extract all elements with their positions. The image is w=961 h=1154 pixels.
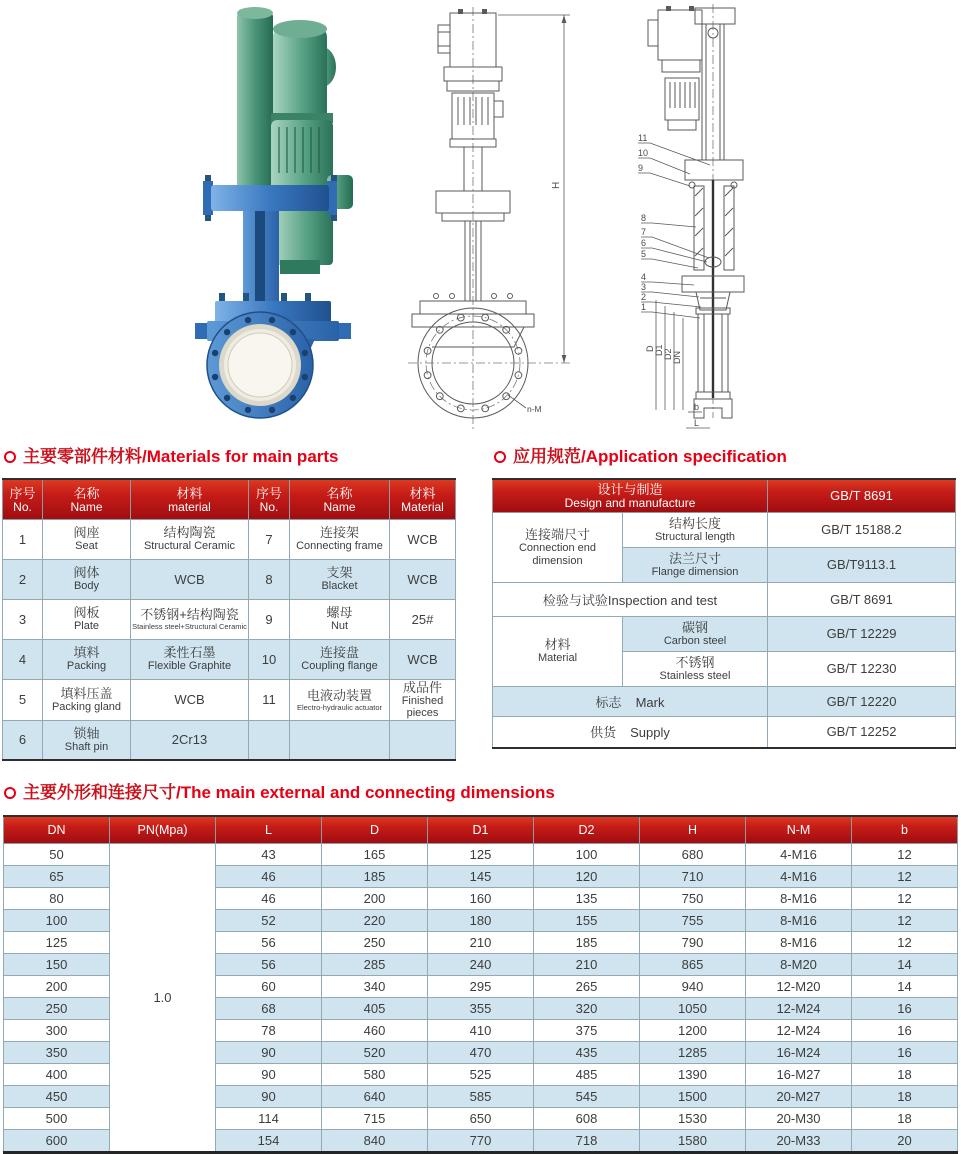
dimension-cell: 100 <box>534 844 640 866</box>
dimension-cell: 790 <box>640 932 746 954</box>
col-material-2: 材料 Material <box>390 479 456 519</box>
materials-cell: 3 <box>3 599 43 639</box>
dimension-cell: 12 <box>852 932 958 954</box>
dim-D2-label: D2 <box>663 348 673 360</box>
materials-cell: 锁轴 Shaft pin <box>43 720 131 760</box>
col-L: L <box>216 816 322 844</box>
dimension-cell: 4-M16 <box>746 866 852 888</box>
dimension-cell: 125 <box>4 932 110 954</box>
part-label: 11 <box>638 133 648 143</box>
materials-cell: 螺母 Nut <box>290 599 390 639</box>
design-standard-cell: GB/T 8691 <box>768 479 956 512</box>
title-en: /Materials for main parts <box>142 447 339 466</box>
dimension-cell: 185 <box>534 932 640 954</box>
dimension-cell: 135 <box>534 888 640 910</box>
dimension-cell: 80 <box>4 888 110 910</box>
dimension-cell: 500 <box>4 1108 110 1130</box>
dimension-cell: 715 <box>322 1108 428 1130</box>
dimension-cell: 750 <box>640 888 746 910</box>
dimension-cell: 56 <box>216 954 322 976</box>
materials-cell: 10 <box>249 639 290 679</box>
materials-cell: 连接架 Connecting frame <box>290 519 390 559</box>
materials-row <box>3 720 456 760</box>
application-section-title <box>494 446 787 468</box>
dimension-cell: 485 <box>534 1064 640 1086</box>
dimension-cell: 470 <box>428 1042 534 1064</box>
inspection-std: GB/T 8691 <box>768 582 956 616</box>
col-PN: PN(Mpa) <box>110 816 216 844</box>
part-label: 9 <box>638 163 644 173</box>
dimension-cell: 300 <box>4 1020 110 1042</box>
dimension-cell: 68 <box>216 998 322 1020</box>
dimension-cell: 940 <box>640 976 746 998</box>
materials-cell: 电液动装置 Electro-hydraulic actuator <box>290 679 390 720</box>
dimension-cell: 12 <box>852 888 958 910</box>
materials-cell: 填料 Packing <box>43 639 131 679</box>
dimension-cell: 640 <box>322 1086 428 1108</box>
dimension-cell: 608 <box>534 1108 640 1130</box>
dimension-cell: 90 <box>216 1042 322 1064</box>
materials-row <box>3 639 456 679</box>
materials-row <box>3 599 456 639</box>
dimension-cell: 165 <box>322 844 428 866</box>
carbon-steel-row <box>493 616 956 651</box>
structural-length-std: GB/T 15188.2 <box>768 512 956 547</box>
part-label: 7 <box>641 227 647 237</box>
dimension-cell: 350 <box>4 1042 110 1064</box>
dimension-cell: 90 <box>216 1086 322 1108</box>
dimension-cell: 250 <box>322 932 428 954</box>
materials-cell: 2 <box>3 559 43 599</box>
title-cn: 应用规范 <box>513 447 581 466</box>
dimension-cell: 718 <box>534 1130 640 1153</box>
dimension-cell: 155 <box>534 910 640 932</box>
materials-cell: WCB <box>390 639 456 679</box>
dimension-cell: 355 <box>428 998 534 1020</box>
materials-cell: 阀座 Seat <box>43 519 131 559</box>
section-bullet-icon <box>4 787 16 799</box>
dimension-cell: 265 <box>534 976 640 998</box>
materials-cell: WCB <box>390 559 456 599</box>
dimension-cell: 210 <box>428 932 534 954</box>
dimension-cell: 410 <box>428 1020 534 1042</box>
dimension-cell: 20-M27 <box>746 1086 852 1108</box>
carbon-steel-cell: 碳钢 Carbon steel <box>623 616 768 651</box>
materials-table <box>2 478 456 761</box>
materials-cell: 11 <box>249 679 290 720</box>
dimension-cell: 600 <box>4 1130 110 1153</box>
dimension-cell: 285 <box>322 954 428 976</box>
dimension-cell: 16-M24 <box>746 1042 852 1064</box>
col-name-2: 名称 Name <box>290 479 390 519</box>
materials-cell: 9 <box>249 599 290 639</box>
connection-end-group-cell: 连接端尺寸 Connection end dimension <box>493 512 623 582</box>
materials-section-title <box>4 446 339 468</box>
dimension-cell: 200 <box>4 976 110 998</box>
dimension-cell: 14 <box>852 976 958 998</box>
section-bullet-icon <box>494 451 506 463</box>
col-no: 序号 No. <box>3 479 43 519</box>
dim-DN-label: DN <box>672 351 682 364</box>
stainless-steel-cell: 不锈钢 Stainless steel <box>623 651 768 686</box>
dimension-cell: 18 <box>852 1108 958 1130</box>
materials-cell: 阀板 Plate <box>43 599 131 639</box>
materials-row <box>3 679 456 720</box>
inspection-row <box>493 582 956 616</box>
dimension-cell: 150 <box>4 954 110 976</box>
mark-std: GB/T 12220 <box>768 686 956 716</box>
supply-cell: 供货 Supply <box>493 716 768 748</box>
dimension-cell: 56 <box>216 932 322 954</box>
title-cn: 主要外形和连接尺寸 <box>23 783 176 802</box>
materials-cell: 25# <box>390 599 456 639</box>
dim-b-label: b <box>694 402 700 412</box>
materials-cell: WCB <box>390 519 456 559</box>
structural-length-row <box>493 512 956 547</box>
part-label: 5 <box>641 249 647 259</box>
materials-cell: 7 <box>249 519 290 559</box>
materials-row <box>3 519 456 559</box>
materials-cell: 1 <box>3 519 43 559</box>
dimension-cell: 14 <box>852 954 958 976</box>
dimension-cell: 250 <box>4 998 110 1020</box>
dimension-cell: 120 <box>534 866 640 888</box>
dimension-cell: 100 <box>4 910 110 932</box>
dimension-cell: 43 <box>216 844 322 866</box>
materials-cell: 阀体 Body <box>43 559 131 599</box>
bolt-count-label: n-M <box>527 404 542 414</box>
dimension-cell: 340 <box>322 976 428 998</box>
materials-cell: 4 <box>3 639 43 679</box>
dimension-cell: 52 <box>216 910 322 932</box>
dimension-cell: 650 <box>428 1108 534 1130</box>
dim-D1-label: D1 <box>654 344 664 356</box>
materials-cell: 支架 Blacket <box>290 559 390 599</box>
section-view-drawing <box>610 0 820 435</box>
dimension-cell: 405 <box>322 998 428 1020</box>
part-label: 3 <box>641 282 647 292</box>
front-view-drawing <box>400 5 585 435</box>
materials-row <box>3 559 456 599</box>
col-no-2: 序号 No. <box>249 479 290 519</box>
dimension-cell: 400 <box>4 1064 110 1086</box>
dimension-cell: 1200 <box>640 1020 746 1042</box>
dimension-cell: 12 <box>852 844 958 866</box>
structural-length-cell: 结构长度 Structural length <box>623 512 768 547</box>
part-label: 6 <box>641 238 647 248</box>
materials-cell: 填料压盖 Packing gland <box>43 679 131 720</box>
dimension-cell: 50 <box>4 844 110 866</box>
materials-cell <box>290 720 390 760</box>
col-material: 材料 material <box>131 479 249 519</box>
materials-cell: 成品件 Finished pieces <box>390 679 456 720</box>
dimension-cell: 20-M33 <box>746 1130 852 1153</box>
materials-cell: WCB <box>131 679 249 720</box>
flange-dimension-cell: 法兰尺寸 Flange dimension <box>623 547 768 582</box>
dimension-cell: 460 <box>322 1020 428 1042</box>
dimension-cell: 20-M30 <box>746 1108 852 1130</box>
dimension-cell: 220 <box>322 910 428 932</box>
supply-std: GB/T 12252 <box>768 716 956 748</box>
dimension-cell: 60 <box>216 976 322 998</box>
dimension-cell: 16 <box>852 998 958 1020</box>
dimension-cell: 450 <box>4 1086 110 1108</box>
dimension-cell: 200 <box>322 888 428 910</box>
dimension-cell: 154 <box>216 1130 322 1153</box>
materials-cell: 不锈钢+结构陶瓷 Stainless steel+Structural Ceramic <box>131 599 249 639</box>
dimension-cell: 525 <box>428 1064 534 1086</box>
dimension-cell: 12-M24 <box>746 1020 852 1042</box>
dimension-cell: 12-M20 <box>746 976 852 998</box>
dimension-cell: 320 <box>534 998 640 1020</box>
materials-cell: WCB <box>131 559 249 599</box>
materials-cell: 2Cr13 <box>131 720 249 760</box>
part-label: 8 <box>641 213 647 223</box>
dimension-cell: 295 <box>428 976 534 998</box>
part-label: 10 <box>638 148 649 158</box>
dimension-cell: 145 <box>428 866 534 888</box>
flange-dimension-std: GB/T9113.1 <box>768 547 956 582</box>
inspection-cell: 检验与试验Inspection and test <box>493 582 768 616</box>
materials-cell: 8 <box>249 559 290 599</box>
dim-L-label: L <box>694 418 700 428</box>
dimension-cell: 16-M27 <box>746 1064 852 1086</box>
dimension-cell: 65 <box>4 866 110 888</box>
dimension-cell: 90 <box>216 1064 322 1086</box>
dimension-row <box>4 844 958 866</box>
col-H: H <box>640 816 746 844</box>
app-header-row <box>493 479 956 512</box>
dimension-cell: 545 <box>534 1086 640 1108</box>
materials-cell: 6 <box>3 720 43 760</box>
dimension-cell: 585 <box>428 1086 534 1108</box>
dimension-cell: 8-M16 <box>746 910 852 932</box>
section-bullet-icon <box>4 451 16 463</box>
materials-cell: 柔性石墨 Flexible Graphite <box>131 639 249 679</box>
dimension-cell: 4-M16 <box>746 844 852 866</box>
dimension-cell: 1285 <box>640 1042 746 1064</box>
materials-cell <box>249 720 290 760</box>
title-en: /Application specification <box>581 447 787 466</box>
dimension-cell: 16 <box>852 1020 958 1042</box>
col-D1: D1 <box>428 816 534 844</box>
col-NM: N-M <box>746 816 852 844</box>
dimension-cell: 240 <box>428 954 534 976</box>
dimension-cell: 8-M20 <box>746 954 852 976</box>
dimension-cell: 78 <box>216 1020 322 1042</box>
col-DN: DN <box>4 816 110 844</box>
materials-cell: 连接盘 Coupling flange <box>290 639 390 679</box>
materials-cell: 结构陶瓷 Structural Ceramic <box>131 519 249 559</box>
part-label: 2 <box>641 292 647 302</box>
dimension-cell: 8-M16 <box>746 932 852 954</box>
dimension-cell: 12 <box>852 910 958 932</box>
dim-H-label: H <box>551 181 562 189</box>
dimension-cell: 1530 <box>640 1108 746 1130</box>
dimension-cell: 20 <box>852 1130 958 1153</box>
dimension-cell: 18 <box>852 1086 958 1108</box>
material-group-cell: 材料 Material <box>493 616 623 686</box>
carbon-steel-std: GB/T 12229 <box>768 616 956 651</box>
materials-cell <box>390 720 456 760</box>
mark-row <box>493 686 956 716</box>
col-b: b <box>852 816 958 844</box>
dimension-cell: 18 <box>852 1064 958 1086</box>
dimension-cell: 12 <box>852 866 958 888</box>
dimensions-section-title <box>4 782 555 804</box>
dimension-cell: 755 <box>640 910 746 932</box>
materials-header-row <box>3 479 456 519</box>
mark-cell: 标志 Mark <box>493 686 768 716</box>
dimension-cell: 185 <box>322 866 428 888</box>
dim-D-label: D <box>645 345 655 352</box>
dimension-cell: 125 <box>428 844 534 866</box>
dimension-cell: 1580 <box>640 1130 746 1153</box>
dimension-cell: 210 <box>534 954 640 976</box>
dimension-cell: 840 <box>322 1130 428 1153</box>
col-name: 名称 Name <box>43 479 131 519</box>
dimension-cell: 180 <box>428 910 534 932</box>
valve-product-photo <box>185 5 395 435</box>
dimension-cell: 680 <box>640 844 746 866</box>
dimension-cell: 435 <box>534 1042 640 1064</box>
supply-row <box>493 716 956 748</box>
pn-merged-cell: 1.0 <box>110 844 216 1153</box>
dimension-cell: 16 <box>852 1042 958 1064</box>
dimension-cell: 770 <box>428 1130 534 1153</box>
dimension-cell: 865 <box>640 954 746 976</box>
dimension-cell: 375 <box>534 1020 640 1042</box>
dimension-cell: 12-M24 <box>746 998 852 1020</box>
col-D: D <box>322 816 428 844</box>
dimension-cell: 710 <box>640 866 746 888</box>
application-spec-table <box>492 478 956 749</box>
part-label: 4 <box>641 272 647 282</box>
title-en: /The main external and connecting dimensions <box>176 783 555 802</box>
dimension-cell: 1390 <box>640 1064 746 1086</box>
dimension-cell: 1500 <box>640 1086 746 1108</box>
dimension-cell: 46 <box>216 866 322 888</box>
stainless-steel-std: GB/T 12230 <box>768 651 956 686</box>
dimension-cell: 580 <box>322 1064 428 1086</box>
col-D2: D2 <box>534 816 640 844</box>
dimension-cell: 520 <box>322 1042 428 1064</box>
dimensions-table <box>3 815 958 1154</box>
dimension-cell: 46 <box>216 888 322 910</box>
dimension-cell: 160 <box>428 888 534 910</box>
dimensions-header-row <box>4 816 958 844</box>
design-manufacture-cell: 设计与制造 Design and manufacture <box>493 479 768 512</box>
materials-cell: 5 <box>3 679 43 720</box>
dimension-cell: 114 <box>216 1108 322 1130</box>
dimension-cell: 1050 <box>640 998 746 1020</box>
title-cn: 主要零部件材料 <box>23 447 142 466</box>
dimension-cell: 8-M16 <box>746 888 852 910</box>
part-label: 1 <box>641 302 647 312</box>
